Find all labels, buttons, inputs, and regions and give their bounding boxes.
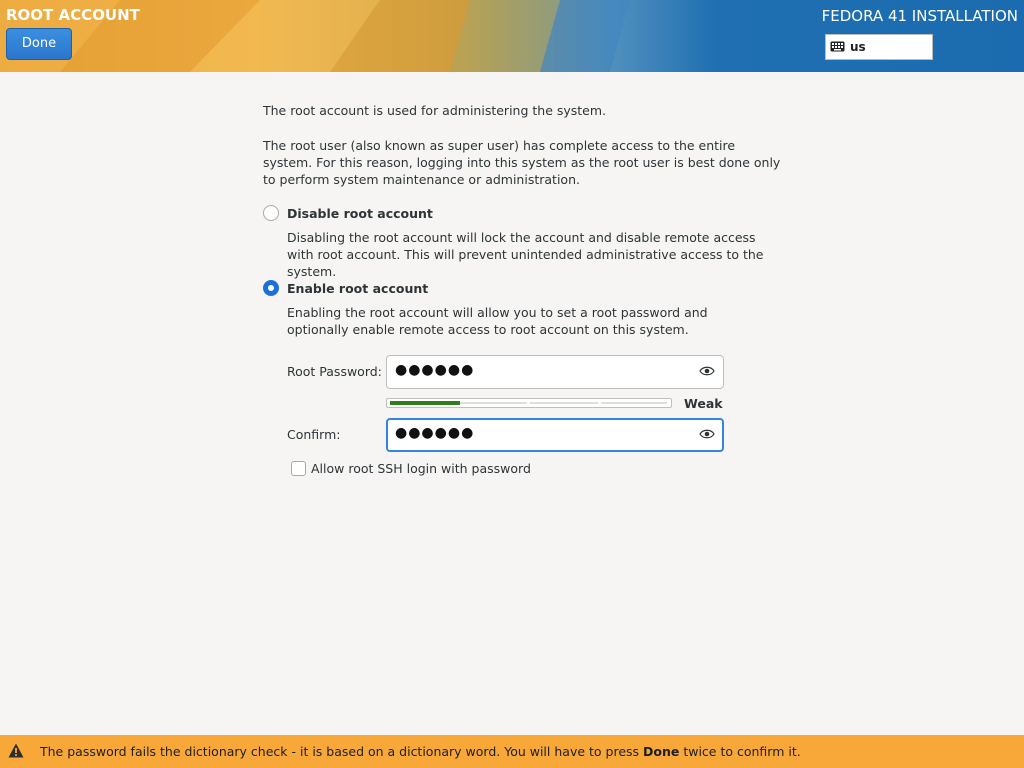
confirm-password-value: ●●●●●● xyxy=(395,425,475,441)
enable-root-label[interactable]: Enable root account xyxy=(287,281,429,296)
header-bar xyxy=(0,0,1024,72)
done-button[interactable]: Done xyxy=(6,28,72,60)
page-title: ROOT ACCOUNT xyxy=(6,6,140,24)
confirm-password-label: Confirm: xyxy=(287,427,341,442)
root-password-label: Root Password: xyxy=(287,364,382,379)
warning-done-emphasis: Done xyxy=(643,744,680,759)
confirm-password-field[interactable] xyxy=(386,418,724,452)
root-password-field[interactable] xyxy=(386,355,724,389)
password-strength-meter xyxy=(386,398,672,408)
root-user-description: The root user (also known as super user) has complete access to the entire system. For this reason, logging into this system as the root user is best done only to perform system maintenance or administration. xyxy=(263,138,781,187)
keyboard-icon xyxy=(830,41,845,52)
warning-text-end: twice to confirm it. xyxy=(679,744,801,759)
password-strength-label: Weak xyxy=(684,396,723,411)
disable-root-label[interactable]: Disable root account xyxy=(287,206,433,221)
intro-text: The root account is used for administering the system. xyxy=(263,103,607,118)
enable-root-description: Enabling the root account will allow you to set a root password and optionally enable remote access to root account on this system. xyxy=(287,305,708,337)
password-strength-fill xyxy=(390,401,460,405)
root-password-value: ●●●●●● xyxy=(395,362,475,378)
warning-message xyxy=(40,744,801,759)
keyboard-layout-label: us xyxy=(850,40,866,54)
warning-bar xyxy=(0,735,1024,768)
allow-ssh-label[interactable]: Allow root SSH login with password xyxy=(311,461,531,476)
installation-title: FEDORA 41 INSTALLATION xyxy=(821,7,1018,25)
warning-icon xyxy=(8,743,24,758)
allow-ssh-checkbox[interactable] xyxy=(291,461,306,476)
eye-icon[interactable] xyxy=(699,428,715,440)
enable-root-radio[interactable] xyxy=(263,280,279,296)
warning-text: The password fails the dictionary check - it is based on a dictionary word. You will have to press xyxy=(40,744,644,759)
eye-icon[interactable] xyxy=(699,365,715,377)
keyboard-layout-indicator[interactable] xyxy=(825,34,933,60)
disable-root-radio[interactable] xyxy=(263,205,279,221)
disable-root-description: Disabling the root account will lock the account and disable remote access with root account. This will prevent unintended administrative access to the system. xyxy=(287,230,764,279)
